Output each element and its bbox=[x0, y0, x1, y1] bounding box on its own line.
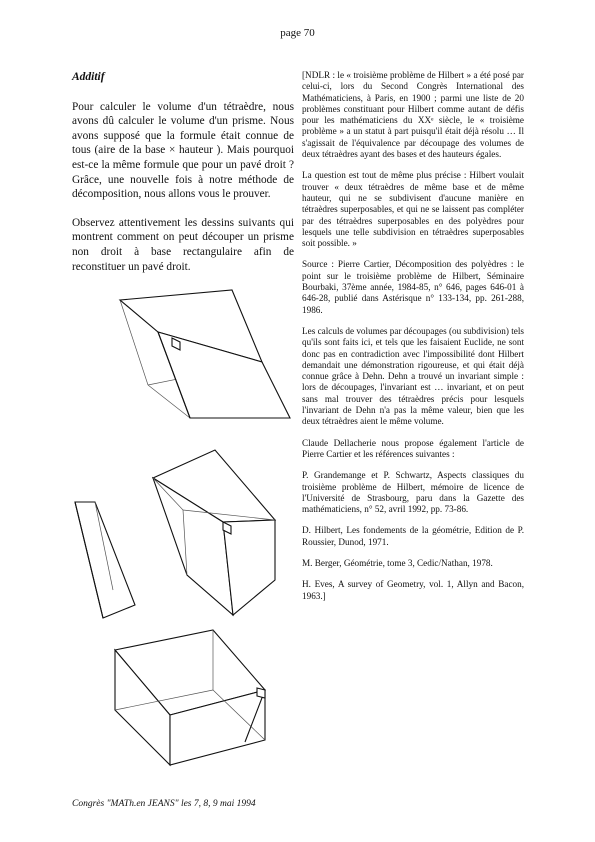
right-column bbox=[302, 70, 524, 612]
claude-paragraph: Claude Dellacherie nous propose également l'article de Pierre Cartier et les références suivantes : bbox=[302, 437, 524, 459]
reconstructed-box-figure bbox=[115, 630, 285, 770]
intro-paragraph: Pour calculer le volume d'un tétraèdre, nous avons dû calculer le volume d'un prisme. Nous avons supposé que la formule était connue de tous (aire de la base × hauteur ). Mais pourquoi est-ce la même formule que pour un pavé droit ? Grâce, une nouvelle fois à notre méthode de décomposition, nous allons vous le prouver. bbox=[72, 100, 294, 201]
footer-text: Congrès "MATh.en JEANS" les 7, 8, 9 mai 1994 bbox=[72, 799, 256, 809]
decomposed-prism-figure bbox=[75, 450, 285, 620]
oblique-prism-figure bbox=[100, 290, 300, 430]
page-number: page 70 bbox=[280, 27, 315, 39]
reference-4: H. Eves, A survey of Geometry, vol. 1, Allyn and Bacon, 1963.] bbox=[302, 579, 524, 601]
question-paragraph: La question est tout de même plus précise : Hilbert voulait trouver « deux tétraèdres de même base et de même hauteur, qui ne se subdivisent d'aucune manière en tétraèdres superposables, et qui ne se laissent pas compléter par des tétraèdres superposables en des polyèdres pour lesquels une telle subdivision en tétraèdres superposables soit possible. » bbox=[302, 170, 524, 249]
left-column bbox=[72, 70, 294, 288]
reference-1: P. Grandemange et P. Schwartz, Aspects classiques du troisième problème de Hilbert, mémoire de licence de l'Université de Strasbourg, paru dans la Gazette des mathématiciens, n° 52, avril 1992, pp. 73-86. bbox=[302, 470, 524, 515]
reference-3: M. Berger, Géométrie, tome 3, Cedic/Nathan, 1978. bbox=[302, 557, 493, 568]
section-title: Additif bbox=[72, 71, 105, 83]
reference-2: D. Hilbert, Les fondements de la géométrie, Edition de P. Roussier, Dunod, 1971. bbox=[302, 525, 524, 547]
source-paragraph: Source : Pierre Cartier, Décomposition des polyèdres : le point sur le troisième problème de Hilbert, Séminaire Bourbaki, 37ème année, 1984-85, n° 646, pages 646-01 à 646-28, publié dans Astérisque n° 133-134, pp. 261-288, 1986. bbox=[302, 259, 524, 315]
calculs-paragraph: Les calculs de volumes par découpages (ou subdivision) tels qu'ils sont faits ici, et tels que les faisaient Euclide, ne sont donc pas en contradiction avec l'impossibilité dont Hilbert demandait une démonstration rigoureuse, et qui était déjà connue grâce à Dehn. Dehn a trouvé un invariant simple : lors de découpages, l'invariant est … invariant, et on peut sans mal trouver des tétraèdres précis pour lesquels l'invariant de Dehn n'a pas la même valeur, bien que les deux tétraèdres aient le même volume. bbox=[302, 325, 524, 427]
observe-paragraph: Observez attentivement les dessins suivants qui montrent comment on peut découper un prisme non droit à base rectangulaire afin de reconstituer un pavé droit. bbox=[72, 216, 294, 273]
ndlr-paragraph: [NDLR : le « troisième problème de Hilbert » a été posé par celui-ci, lors du Second Congrès International des Mathématiciens, à Paris, en 1900 ; parmi une liste de 20 problèmes constituant pour Hilbert comme autant de défis pour les mathématiciens du XXᵉ siècle, le « troisième problème » a un statut à part puisqu'il était déjà résolu … Il s'agissait de l'équivalence par découpage des volumes de deux tétraèdres ayant des bases et des hauteurs égales. bbox=[302, 70, 524, 160]
